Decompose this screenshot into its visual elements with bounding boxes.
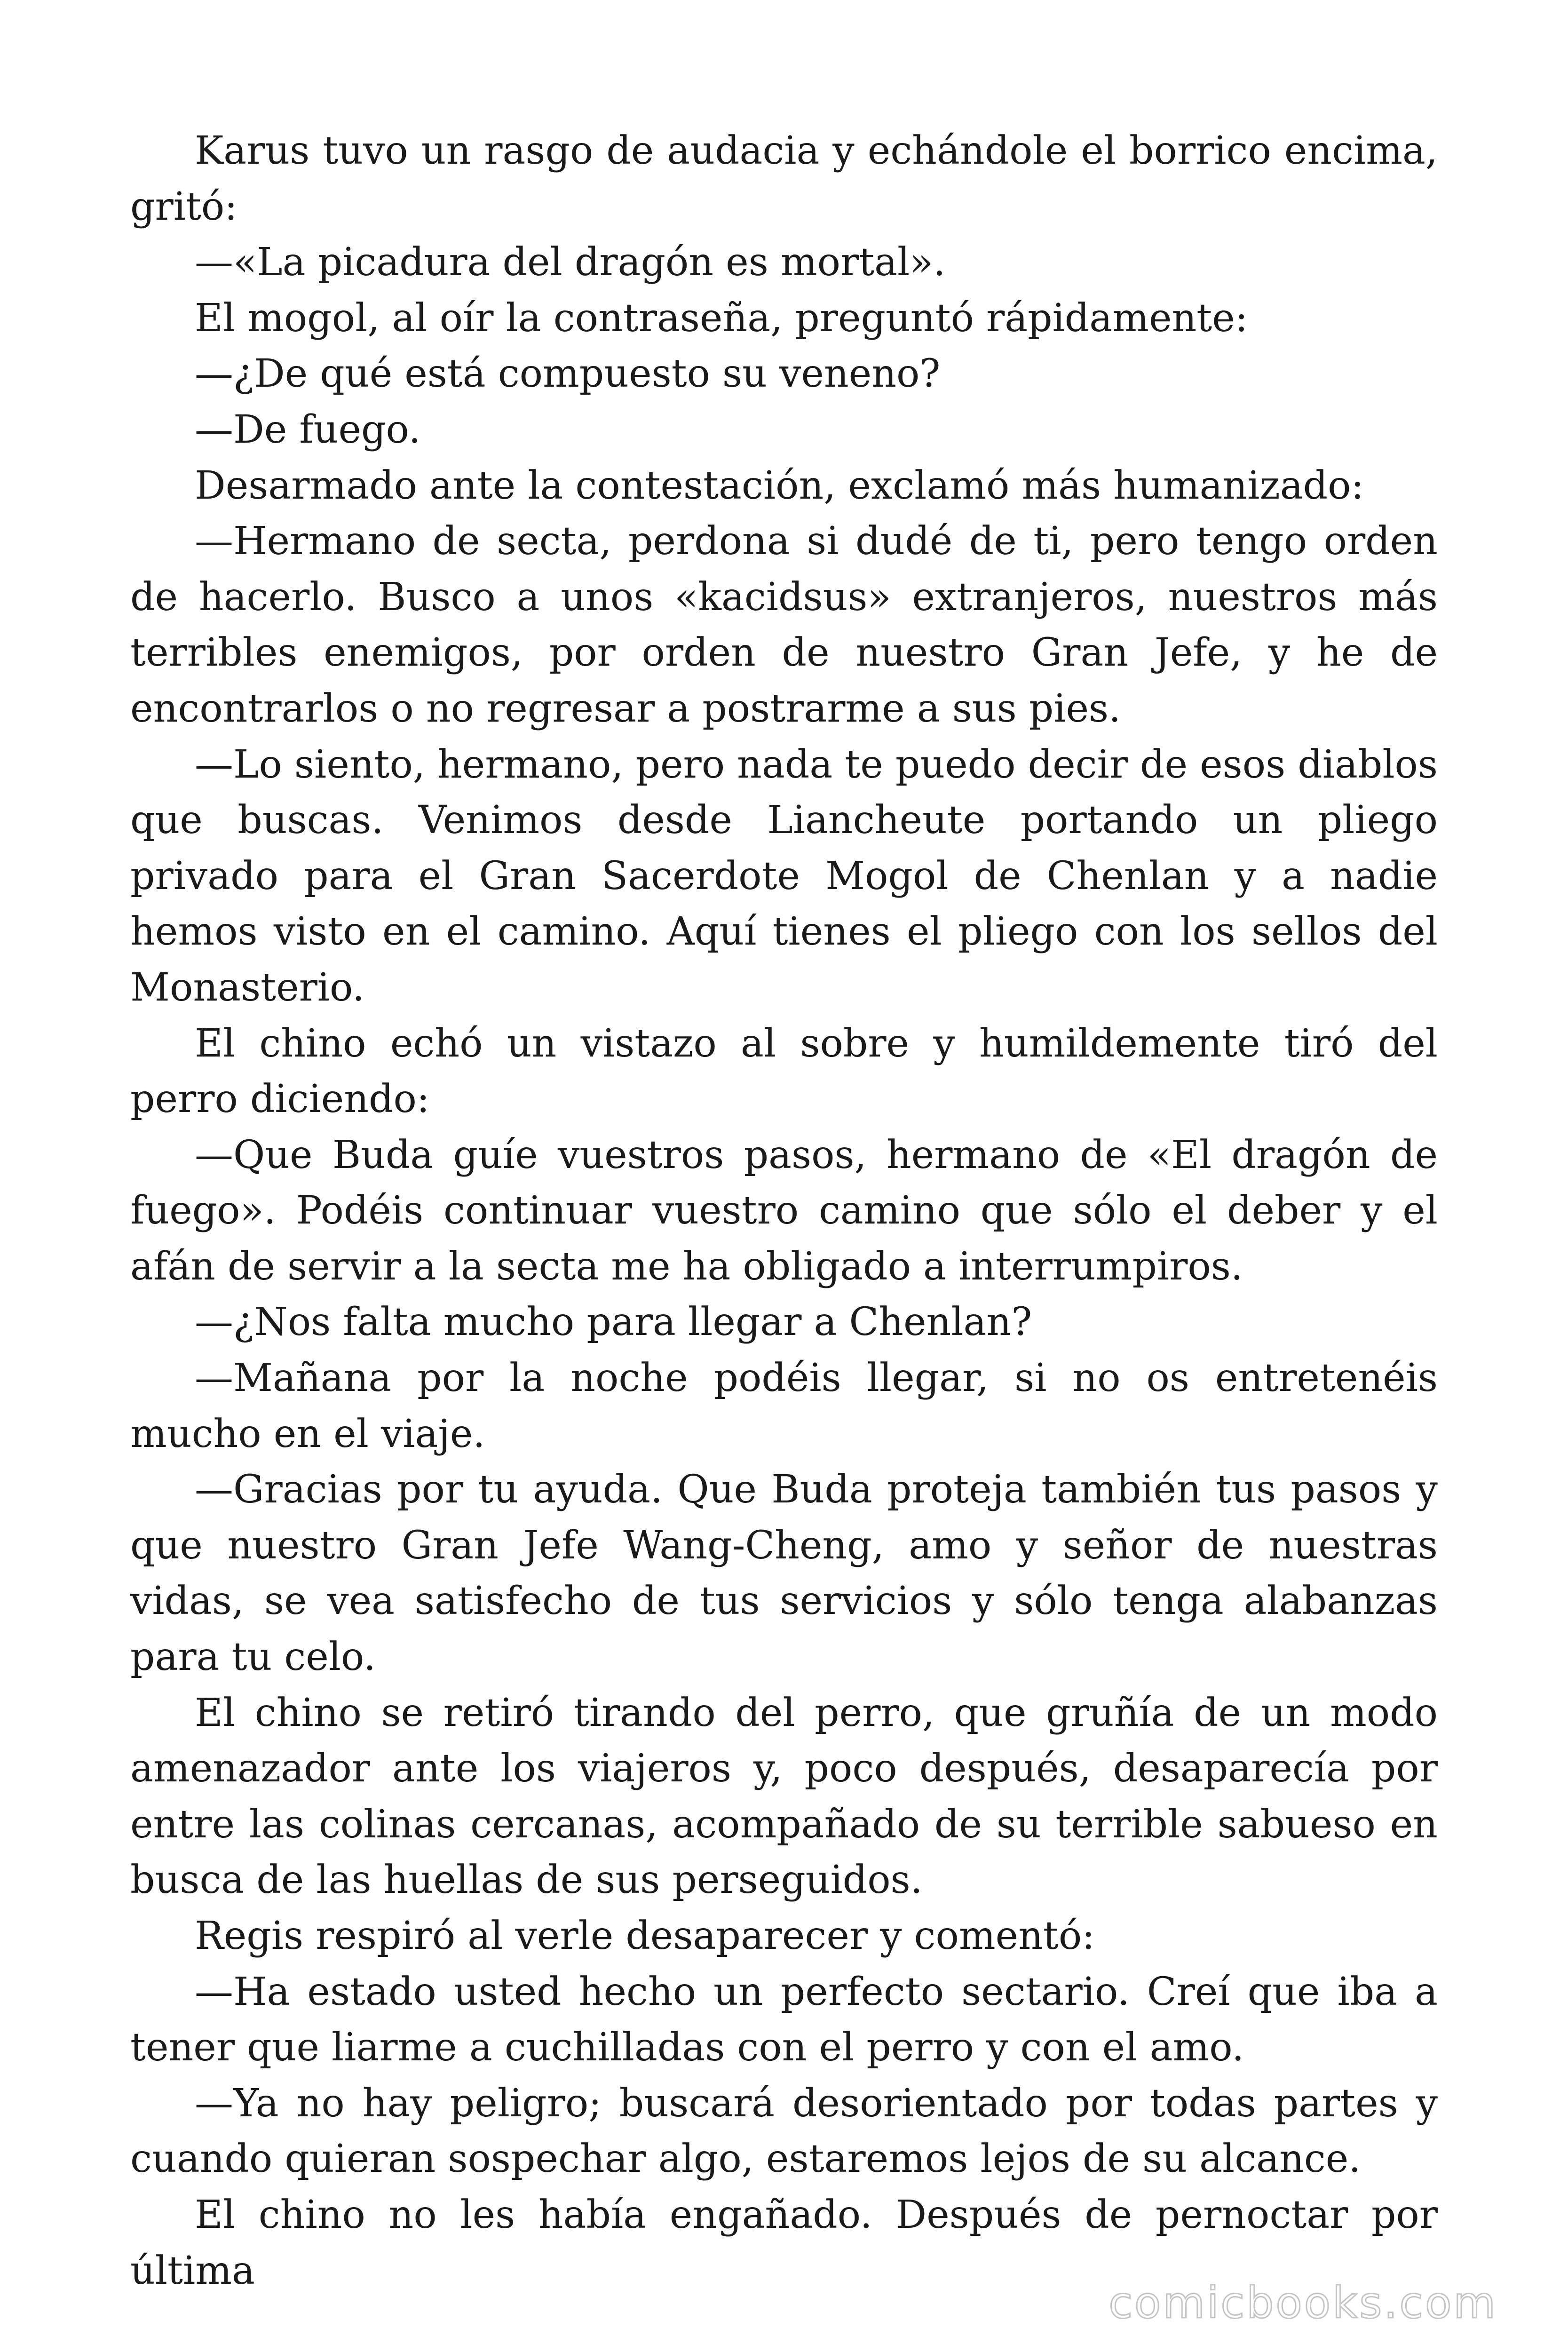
paragraph: Karus tuvo un rasgo de audacia y echándole el borrico encima, gritó:	[130, 128, 1438, 229]
body-text	[130, 123, 1438, 2299]
paragraph: Regis respiró al verle desaparecer y comentó:	[195, 1914, 1095, 1958]
paragraph: El mogol, al oír la contraseña, preguntó rápidamente:	[195, 295, 1248, 341]
paragraph: —Ya no hay peligro; buscará desorientado por todas partes y cuando quieran sospechar algo, estaremos lejos de su alcance.	[130, 2081, 1438, 2182]
paragraph: El chino no les había engañado. Después de pernoctar por última	[130, 2192, 1438, 2293]
paragraph: Desarmado ante la contestación, exclamó más humanizado:	[195, 463, 1364, 508]
paragraph: —Lo siento, hermano, pero nada te puedo decir de esos diablos que buscas. Venimos desde Liancheute portando un pliego privado para el Gran Sacerdote Mogol de Chenlan y a nadie hemos visto en el camino. Aquí tienes el pliego con los sellos del Monasterio.	[130, 742, 1438, 1010]
paragraph: —Gracias por tu ayuda. Que Buda proteja también tus pasos y que nuestro Gran Jefe Wang-Cheng, amo y señor de nuestras vidas, se vea satisfecho de tus servicios y sólo tenga alabanzas para tu celo.	[130, 1467, 1438, 1680]
paragraph: —«La picadura del dragón es mortal».	[195, 240, 946, 285]
paragraph: —Hermano de secta, perdona si dudé de ti, pero tengo orden de hacerlo. Busco a unos «kacidsus» extranjeros, nuestros más terribles enemigos, por orden de nuestro Gran Jefe, y he de encontrarlos o no regresar a postrarme a sus pies.	[130, 519, 1438, 731]
paragraph: —De fuego.	[195, 407, 421, 452]
paragraph: —Ha estado usted hecho un perfecto sectario. Creí que iba a tener que liarme a cuchilladas con el perro y con el amo.	[130, 1969, 1438, 2070]
paragraph: —Mañana por la noche podéis llegar, si no os entretenéis mucho en el viaje.	[130, 1356, 1438, 1456]
paragraph: El chino echó un vistazo al sobre y humildemente tiró del perro diciendo:	[130, 1021, 1438, 1122]
paragraph: —¿De qué está compuesto su veneno?	[195, 351, 941, 397]
watermark: comicbooks.com	[1109, 2278, 1497, 2328]
paragraph: —Que Buda guíe vuestros pasos, hermano de «El dragón de fuego». Podéis continuar vuestro camino que sólo el deber y el afán de servir a la secta me ha obligado a interrumpiros.	[130, 1132, 1438, 1289]
paragraph: El chino se retiró tirando del perro, que gruñía de un modo amenazador ante los viajeros y, poco después, desaparecía por entre las colinas cercanas, acompañado de su terrible sabueso en busca de las huellas de sus perseguidos.	[130, 1690, 1438, 1903]
paragraph: —¿Nos falta mucho para llegar a Chenlan?	[195, 1300, 1032, 1345]
